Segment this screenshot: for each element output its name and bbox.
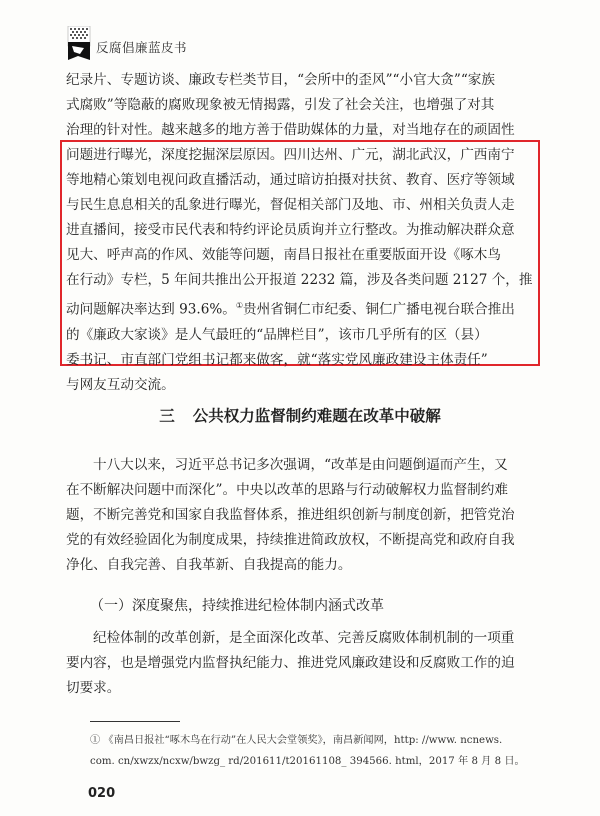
text-line: 在行动》专栏，5 年间共推出公开报道 2232 篇，涉及各类问题 2127 个，推 [66,272,533,288]
text-line: 与民生息息相关的乱象进行曝光，督促相关部门及地、市、州相关负责人走 [66,197,515,213]
paragraph-section-intro [66,453,536,578]
page-number: 020 [88,786,116,801]
text-line: 切要求。 [66,680,121,696]
text-line: 进直播间，接受市民代表和特约评论员质询并立行整改。为推动解决群众意 [66,222,515,238]
paragraph-highlighted [66,143,536,398]
text-line: 等地精心策划电视问政直播活动，通过暗访拍摄对扶贫、教育、医疗等领域 [66,172,515,188]
footnote-line: com. cn/xwzx/ncxw/bwzg_ rd/201611/t20161108_ 394566. html，2017 年 8 月 8 日。 [90,756,525,767]
book-logo-icon [66,26,92,60]
text-line: 见大、呼声高的作风、效能等问题，南昌日报社在重要版面开设《啄木鸟 [66,247,501,263]
text-line: 纪检体制的改革创新，是全面深化改革、完善反腐败体制机制的一项重 [93,630,515,646]
text-line: 在不断解决问题中而深化”。中央以改革的思路与行动破解权力监督制约难 [66,482,508,498]
running-title: 反腐倡廉蓝皮书 [96,40,188,55]
footnote-divider [90,721,180,722]
text-line: 纪录片、专题访谈、廉政专栏类节目，“会所中的歪风”“小官大贪”“家族 [66,72,495,88]
section-number: 三 [159,407,175,425]
text-line: 题，不断完善党和国家自我监督体系，推进组织创新与制度创新，把管党治 [66,507,515,523]
section-heading [0,404,600,426]
footnote-line: ① 《南昌日报社“啄木鸟在行动”在人民大会堂领奖》，南昌新闻网，http: //www. ncnews. [90,735,503,746]
section-title: 公共权力监督制约难题在改革中破解 [192,407,441,425]
text-line: 与网友互动交流。 [66,376,175,393]
paragraph-subsection [66,626,536,701]
text-line: 治理的针对性。越来越多的地方善于借助媒体的力量，对当地存在的顽固性 [66,122,515,138]
footnote-marker[interactable]: ① [235,301,244,310]
text-line: 十八大以来，习近平总书记多次强调，“改革是由问题倒逼而产生，又 [93,457,508,473]
text-line: 问题进行曝光，深度挖掘深层原因。四川达州、广元，湖北武汉，广西南宁 [66,147,515,163]
text-line: 党的有效经验固化为制度成果，持续推进简政放权，不断提高党和政府自我 [66,532,515,548]
text-segment: 贵州省铜仁市纪委、铜仁广播电视台联合推出 [243,301,515,318]
text-segment: 动问题解决率达到 93.6%。 [66,301,236,318]
text-line: 委书记、市直部门党组书记都来做客，就“落实党风廉政建设主体责任” [66,351,488,368]
paragraph-intro [66,68,536,143]
text-line: 净化、自我完善、自我革新、自我提高的能力。 [66,557,352,573]
text-line: 要内容，也是增强党内监督执纪能力、推进党风廉政建设和反腐败工作的迫 [66,655,515,671]
text-line: 式腐败”等隐蔽的腐败现象被无情揭露，引发了社会关注，也增强了对其 [66,97,495,113]
subsection-heading: （一）深度聚焦，持续推进纪检体制内涵式改革 [90,598,384,614]
footnote [90,730,540,772]
text-line [66,293,536,323]
text-line: 的《廉政大家谈》是人气最旺的“品牌栏目”，该市几乎所有的区（县） [66,326,488,343]
